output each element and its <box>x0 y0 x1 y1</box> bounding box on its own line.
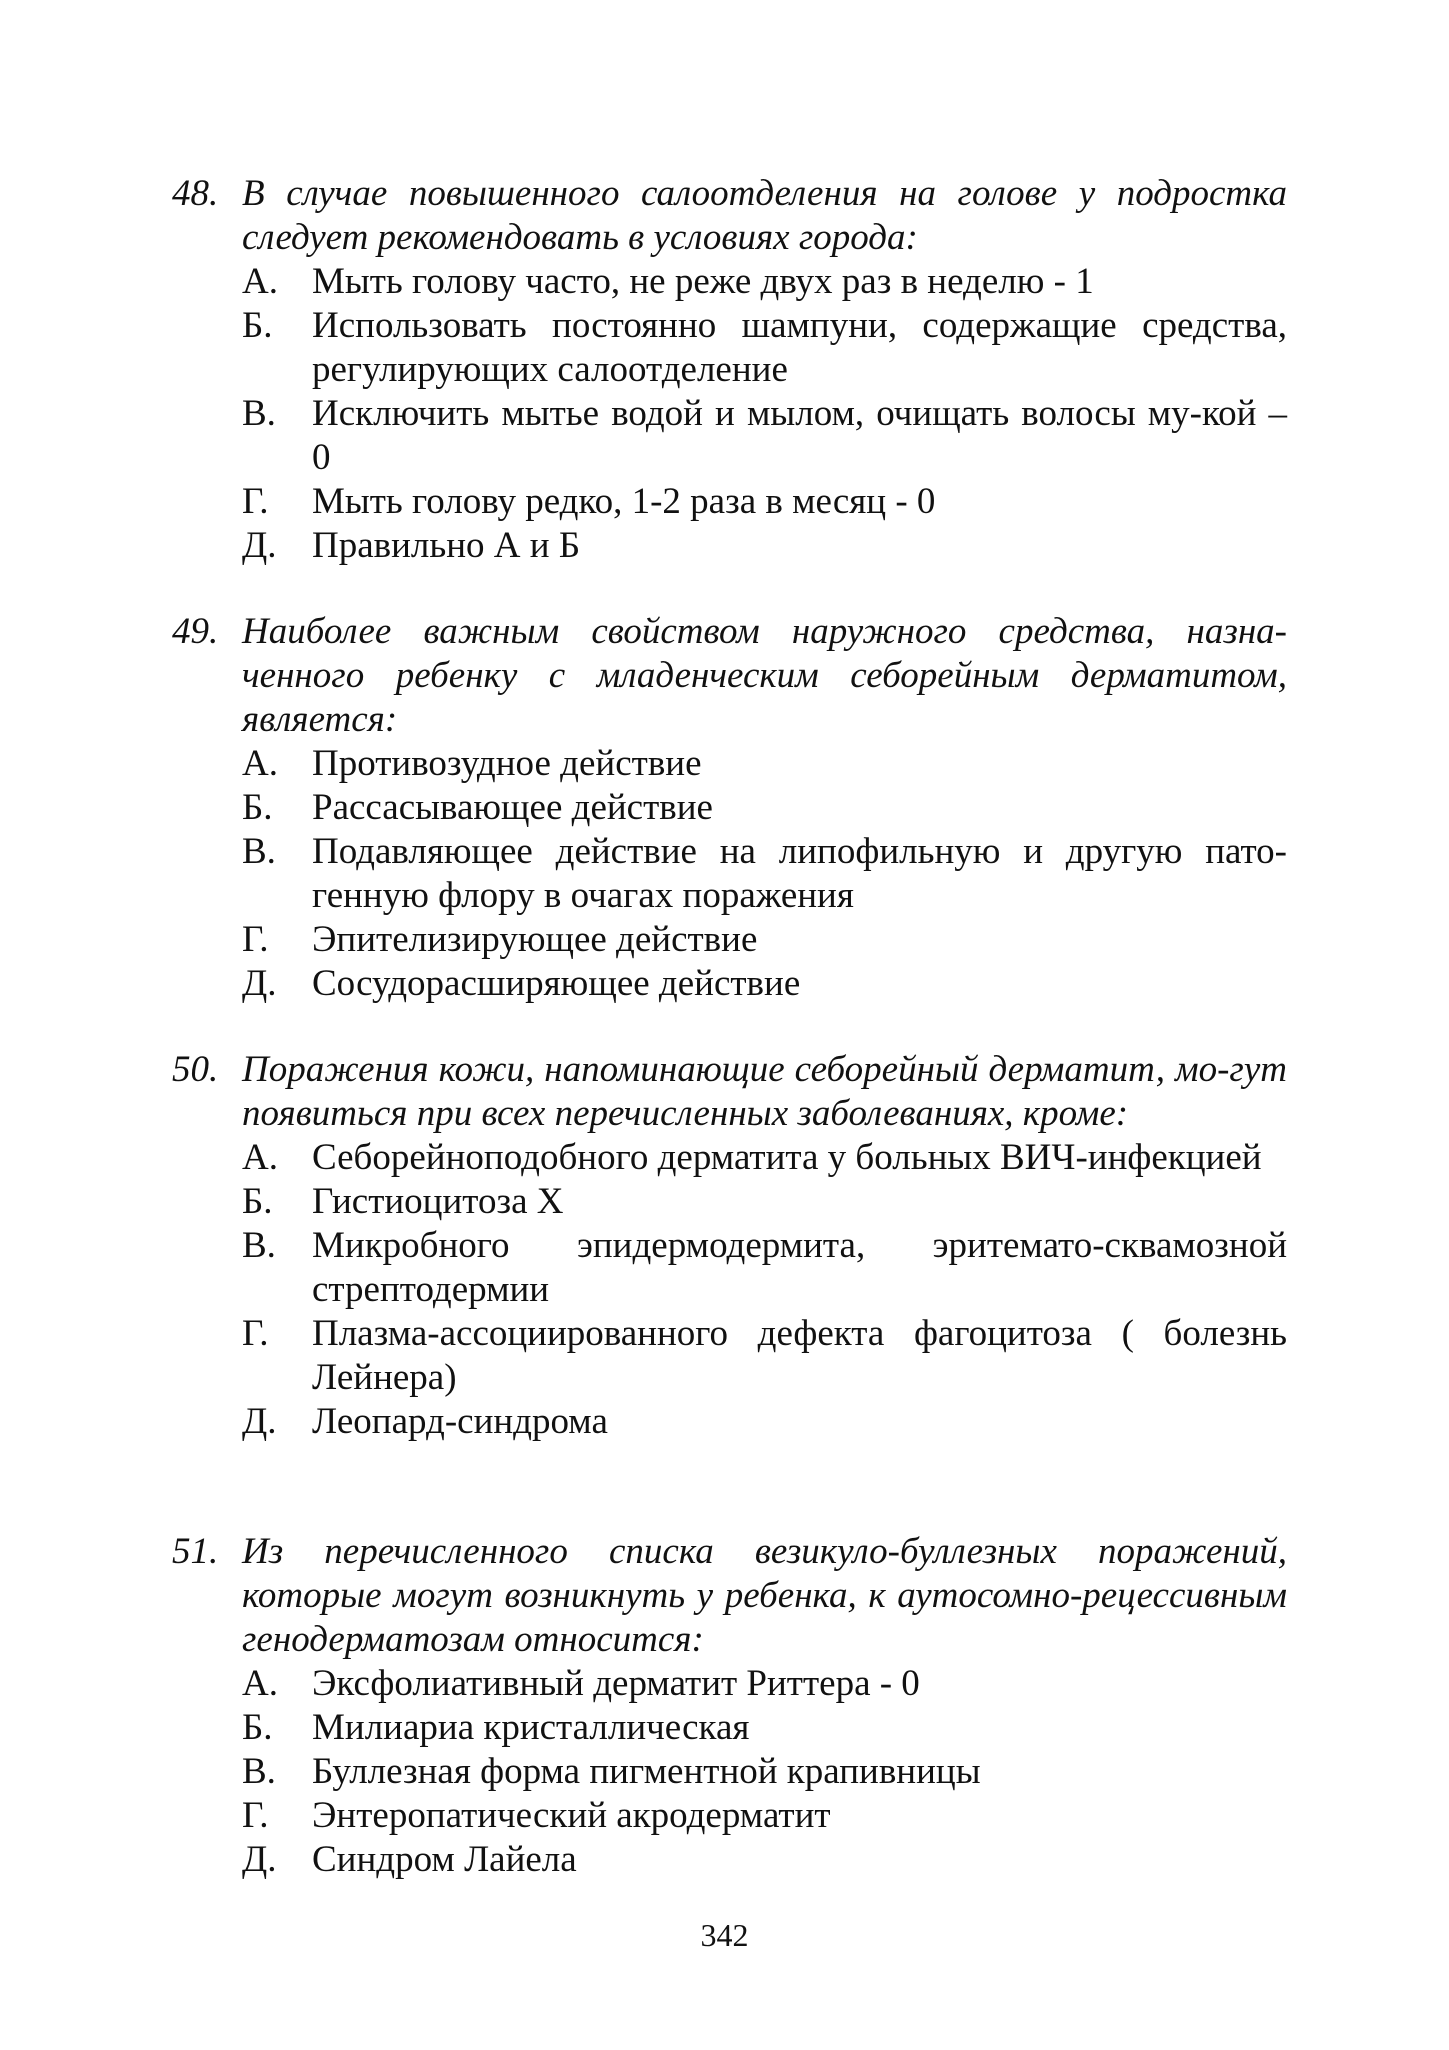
question-number: 50. <box>172 1049 219 1090</box>
question-51 <box>172 1530 1287 1882</box>
option-text: Микробного эпидермодермита, эритемато-сквамозной стрептодермии <box>312 1225 1287 1310</box>
question-header <box>172 172 1287 260</box>
option-letter: В. <box>242 1751 276 1792</box>
answer-option <box>242 1136 1287 1180</box>
option-letter: Б. <box>242 1707 273 1748</box>
answer-option <box>242 1706 1287 1750</box>
option-text: Правильно А и Б <box>312 525 581 566</box>
answer-option <box>242 1750 1287 1794</box>
question-49 <box>172 610 1287 1006</box>
answer-option <box>242 1838 1287 1882</box>
option-text: Энтеропатический акродерматит <box>312 1795 831 1836</box>
answer-option <box>242 304 1287 392</box>
answer-option <box>242 786 1287 830</box>
answer-option <box>242 1662 1287 1706</box>
option-letter: Г. <box>242 1313 269 1354</box>
option-text: Синдром Лайела <box>312 1839 577 1880</box>
option-text: Исключить мытье водой и мылом, очищать волосы му-кой – 0 <box>312 393 1287 478</box>
question-number: 48. <box>172 173 219 214</box>
option-letter: Б. <box>242 787 273 828</box>
option-text: Рассасывающее действие <box>312 787 713 828</box>
option-letter: Д. <box>242 1839 277 1880</box>
answer-option <box>242 524 1287 568</box>
option-text: Эпителизирующее действие <box>312 919 758 960</box>
option-letter: А. <box>242 1137 278 1178</box>
answer-option <box>242 742 1287 786</box>
option-letter: Д. <box>242 525 277 566</box>
question-header <box>172 610 1287 742</box>
question-text: Наиболее важным свойством наружного средства, назна-ченного ребенку с младенческим себорейным дерматитом, является: <box>242 611 1287 740</box>
answer-option <box>242 1224 1287 1312</box>
option-text: Сосудорасширяющее действие <box>312 963 801 1004</box>
answer-option <box>242 260 1287 304</box>
option-text: Эксфолиативный дерматит Риттера - 0 <box>312 1663 920 1704</box>
option-letter: Д. <box>242 1401 277 1442</box>
option-text: Подавляющее действие на липофильную и другую пато-генную флору в очагах поражения <box>312 831 1287 916</box>
question-header <box>172 1048 1287 1136</box>
question-50 <box>172 1048 1287 1444</box>
answer-option <box>242 392 1287 480</box>
option-letter: В. <box>242 393 276 434</box>
option-letter: А. <box>242 1663 278 1704</box>
option-letter: Д. <box>242 963 277 1004</box>
answer-option <box>242 1312 1287 1400</box>
option-text: Леопард-синдрома <box>312 1401 608 1442</box>
answer-option <box>242 1400 1287 1444</box>
question-text: Из перечисленного списка везикуло-буллезных поражений, которые могут возникнуть у ребенка, к аутосомно-рецессивным генодерматозам относится: <box>242 1531 1287 1660</box>
question-text: Поражения кожи, напоминающие себорейный дерматит, мо-гут появиться при всех перечисленных заболеваниях, кроме: <box>242 1049 1287 1134</box>
option-text: Противозудное действие <box>312 743 702 784</box>
question-number: 51. <box>172 1531 219 1572</box>
option-text: Использовать постоянно шампуни, содержащие средства, регулирующих салоотделение <box>312 305 1287 390</box>
answer-option <box>242 480 1287 524</box>
option-letter: Г. <box>242 481 269 522</box>
option-text: Буллезная форма пигментной крапивницы <box>312 1751 981 1792</box>
option-letter: А. <box>242 743 278 784</box>
page-number: 342 <box>700 1917 749 1953</box>
option-letter: В. <box>242 831 276 872</box>
option-letter: Г. <box>242 919 269 960</box>
option-text: Мыть голову часто, не реже двух раз в неделю - 1 <box>312 261 1094 302</box>
question-number: 49. <box>172 611 219 652</box>
answer-option <box>242 918 1287 962</box>
option-letter: Г. <box>242 1795 269 1836</box>
option-letter: А. <box>242 261 278 302</box>
option-text: Плазма-ассоциированного дефекта фагоцитоза ( болезнь Лейнера) <box>312 1313 1287 1398</box>
option-letter: Б. <box>242 305 273 346</box>
option-text: Мыть голову редко, 1-2 раза в месяц - 0 <box>312 481 936 522</box>
option-text: Себорейноподобного дерматита у больных ВИЧ-инфекцией <box>312 1137 1262 1178</box>
answer-option <box>242 962 1287 1006</box>
option-letter: Б. <box>242 1181 273 1222</box>
answer-option <box>242 1794 1287 1838</box>
question-text: В случае повышенного салоотделения на голове у подростка следует рекомендовать в условиях города: <box>242 173 1287 258</box>
question-header <box>172 1530 1287 1662</box>
answer-option <box>242 830 1287 918</box>
question-48 <box>172 172 1287 568</box>
answer-option <box>242 1180 1287 1224</box>
option-text: Милиариа кристаллическая <box>312 1707 750 1748</box>
option-text: Гистиоцитоза Х <box>312 1181 564 1222</box>
option-letter: В. <box>242 1225 276 1266</box>
